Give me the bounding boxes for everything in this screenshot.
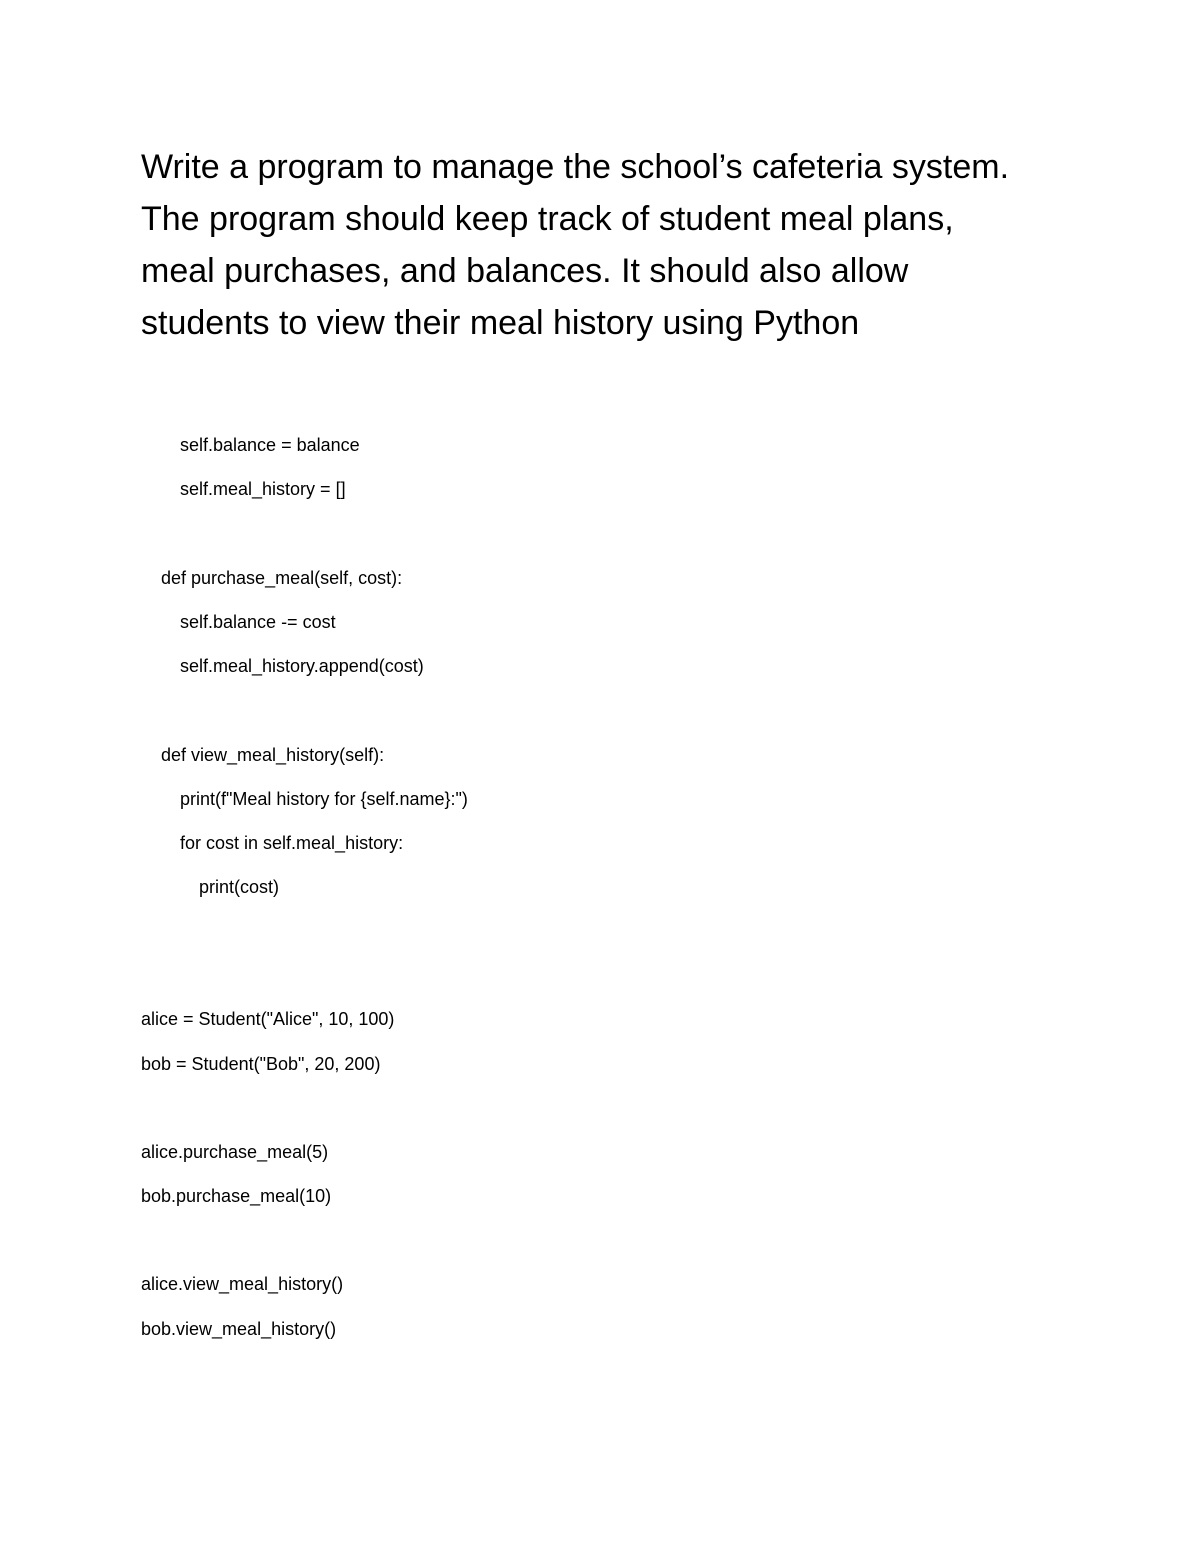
code-line: bob.view_meal_history() — [141, 1319, 337, 1339]
code-line: for cost in self.meal_history: — [180, 833, 404, 853]
code-line: self.meal_history = [] — [180, 479, 346, 499]
prompt-line-2: The program should keep track of student meal plans, — [141, 200, 954, 238]
code-line: self.meal_history.append(cost) — [180, 656, 424, 676]
code-line: def view_meal_history(self): — [161, 745, 385, 765]
assignment-prompt — [141, 141, 1101, 349]
code-line: alice.purchase_meal(5) — [141, 1142, 329, 1162]
code-line: print(f"Meal history for {self.name}:") — [180, 789, 468, 809]
code-line: bob = Student("Bob", 20, 200) — [141, 1054, 381, 1074]
prompt-line-4: students to view their meal history using Python — [141, 304, 860, 342]
code-line: print(cost) — [199, 877, 280, 897]
code-line: alice = Student("Alice", 10, 100) — [141, 1009, 395, 1029]
code-line: self.balance = balance — [180, 435, 360, 455]
code-line: alice.view_meal_history() — [141, 1274, 344, 1294]
code-line: self.balance -= cost — [180, 612, 336, 632]
code-line: bob.purchase_meal(10) — [141, 1186, 332, 1206]
code-line: def purchase_meal(self, cost): — [161, 568, 403, 588]
prompt-line-3: meal purchases, and balances. It should also allow — [141, 252, 909, 290]
prompt-line-1: Write a program to manage the school’s cafeteria system. — [141, 148, 1010, 186]
